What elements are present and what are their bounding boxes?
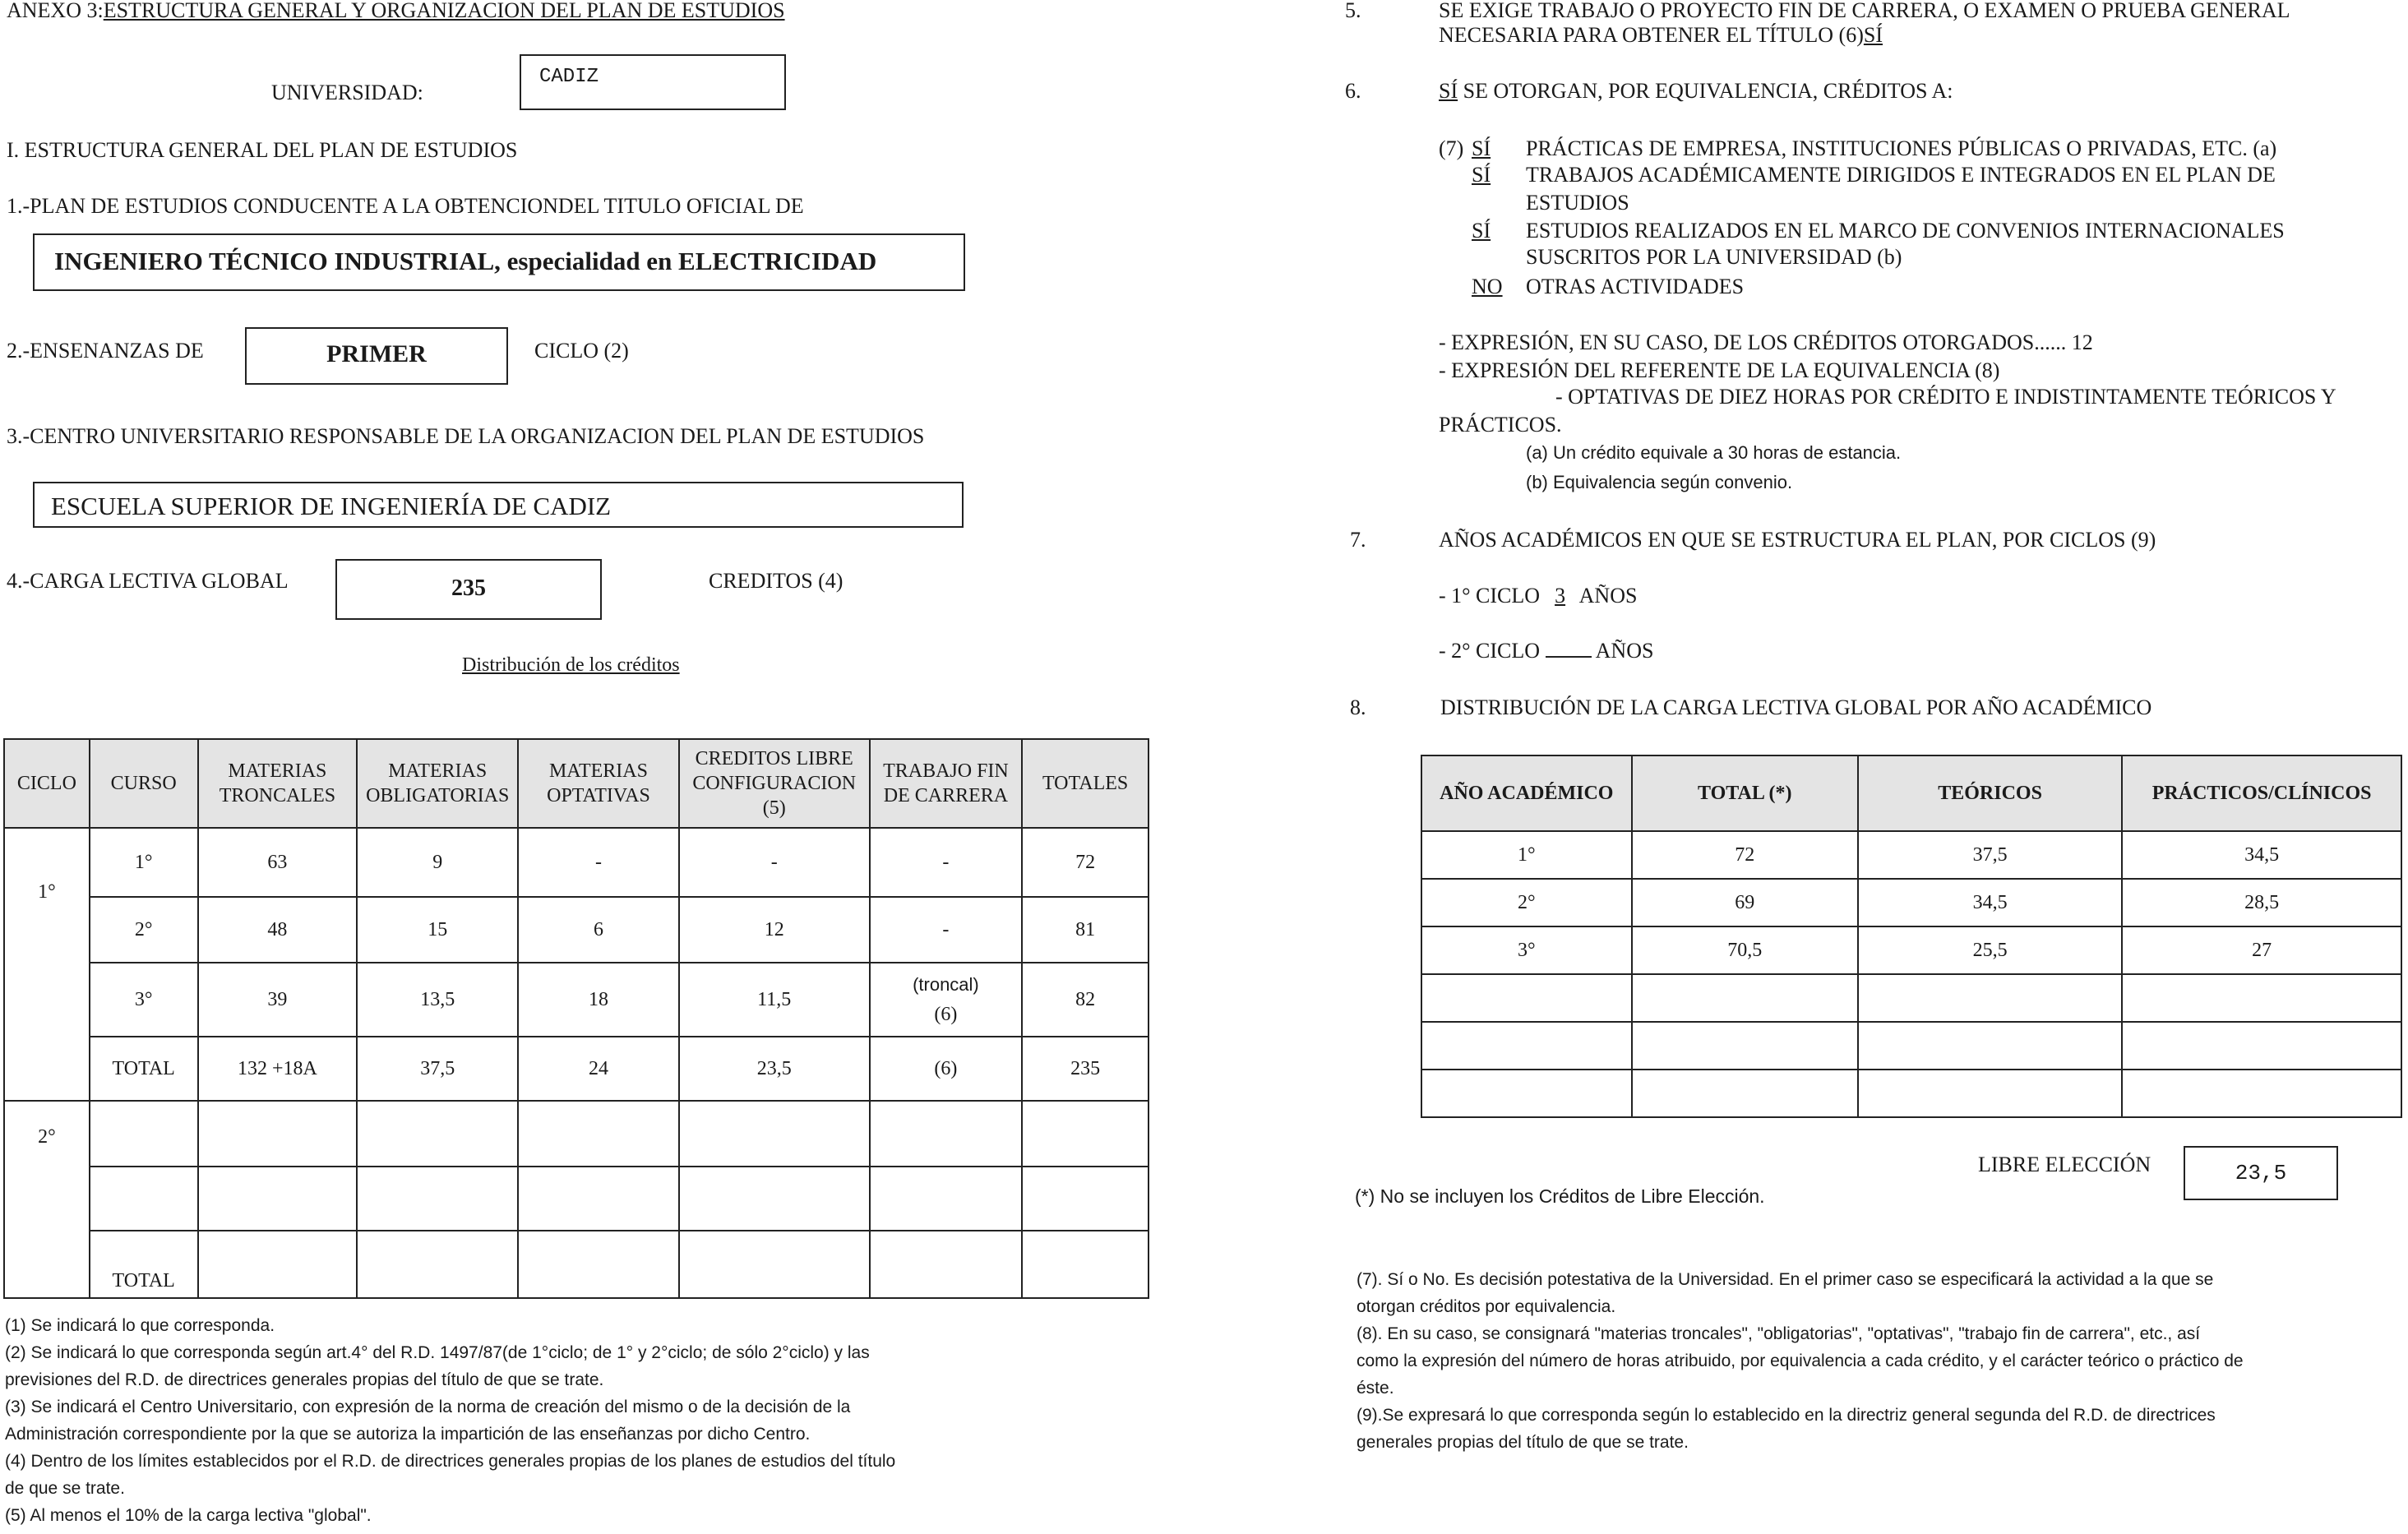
ano-cell: 1° [1421, 831, 1632, 879]
item-7-text: AÑOS ACADÉMICOS EN QUE SE ESTRUCTURA EL PLAN, POR CICLOS (9) [1439, 528, 2156, 552]
annex-heading [7, 0, 785, 23]
troncales-cell: 132 +18A [198, 1037, 358, 1101]
teoricos-cell: 25,5 [1858, 926, 2122, 974]
header-ano: AÑO ACADÉMICO [1421, 755, 1632, 831]
table-total-row [4, 1037, 1149, 1101]
header-teoricos: TEÓRICOS [1858, 755, 2122, 831]
libre-cell: 12 [679, 897, 870, 963]
curso-cell: TOTAL [90, 1037, 198, 1101]
table-row [4, 1167, 1149, 1231]
equiv-mark: SÍ [1472, 136, 1491, 160]
curso-cell: 3° [90, 963, 198, 1037]
equiv-text: PRÁCTICAS DE EMPRESA, INSTITUCIONES PÚBLICAS O PRIVADAS, ETC. (a) [1526, 136, 2277, 160]
footnote-line: como la expresión del número de horas atribuido, por equivalencia a cada crédito, y el carácter teórico o práctico de [1357, 1351, 2244, 1370]
total-cell: 70,5 [1632, 926, 1858, 974]
item-2-label: 2.-ENSENANZAS DE [7, 339, 204, 363]
total-cell: 72 [1632, 831, 1858, 879]
footnote-line: (2) Se indicará lo que corresponda según art.4° del R.D. 1497/87(de 1°ciclo; de 1° y 2°ciclo; de sólo 2°ciclo) y las [5, 1343, 870, 1362]
ciclo-1-years [1439, 584, 1637, 608]
annex-prefix: ANEXO 3: [7, 0, 104, 22]
university-field [520, 54, 786, 110]
item-3-label: 3.-CENTRO UNIVERSITARIO RESPONSABLE DE LA ORGANIZACION DEL PLAN DE ESTUDIOS [7, 424, 925, 448]
item-2-suffix: CICLO (2) [534, 339, 629, 363]
curso-cell: 1° [90, 828, 198, 897]
item-6-line [1439, 79, 1953, 104]
libre-cell: 23,5 [679, 1037, 870, 1101]
title-field [33, 233, 965, 291]
equiv-text: TRABAJOS ACADÉMICAMENTE DIRIGIDOS E INTEGRADOS EN EL PLAN DE [1526, 163, 2276, 187]
ciclo-2-cell: 2° [4, 1101, 90, 1298]
item-5-text: NECESARIA PARA OBTENER EL TÍTULO (6) [1439, 23, 1864, 47]
equiv-text: OTRAS ACTIVIDADES [1526, 275, 1745, 298]
troncales-cell: 48 [198, 897, 358, 963]
totales-cell: 235 [1022, 1037, 1149, 1101]
footnote-line: de que se trate. [5, 1479, 125, 1498]
obligatorias-cell: 13,5 [357, 963, 518, 1037]
footnote-line: (9).Se expresará lo que corresponda según lo establecido en la directriz general segunda del R.D. de directrices [1357, 1406, 2216, 1425]
trabajo-value: (6) [934, 1003, 958, 1025]
troncales-cell: 39 [198, 963, 358, 1037]
ciclo-1-prefix: - 1° CICLO [1439, 584, 1541, 608]
ciclo-1-cell: 1° [4, 828, 90, 1101]
footnote-line: otorgan créditos por equivalencia. [1357, 1297, 1616, 1316]
obligatorias-cell: 15 [357, 897, 518, 963]
footnote-line: previsiones del R.D. de directrices generales propias del título de que se trate. [5, 1370, 604, 1389]
header-troncales: MATERIAS TRONCALES [198, 739, 358, 828]
table-row [1421, 926, 2401, 974]
item-6-answer: SÍ [1439, 79, 1458, 103]
ciclo-field [245, 327, 508, 385]
item-5-line-1: SE EXIGE TRABAJO O PROYECTO FIN DE CARRERA, O EXAMEN O PRUEBA GENERAL [1439, 0, 2290, 22]
note-a: (a) Un crédito equivale a 30 horas de estancia. [1526, 442, 1902, 463]
ciclo-value: PRIMER [326, 340, 427, 367]
footnote-line: (5) Al menos el 10% de la carga lectiva "global". [5, 1506, 372, 1525]
header-curso: CURSO [90, 739, 198, 828]
expression-practicos: PRÁCTICOS. [1439, 413, 1562, 437]
header-libre: CREDITOS LIBRE CONFIGURACION (5) [679, 739, 870, 828]
item-8-text: DISTRIBUCIÓN DE LA CARGA LECTIVA GLOBAL POR AÑO ACADÉMICO [1440, 695, 2152, 719]
libre-cell: 11,5 [679, 963, 870, 1037]
item-6-number: 6. [1345, 79, 1361, 103]
total-cell: 69 [1632, 879, 1858, 926]
expression-reference: - EXPRESIÓN DEL REFERENTE DE LA EQUIVALENCIA (8) [1439, 358, 2000, 382]
distribution-caption: Distribución de los créditos [462, 654, 680, 676]
practicos-cell: 27 [2122, 926, 2401, 974]
equiv-mark: SÍ [1472, 219, 1491, 243]
footnote-line: generales propias del título de que se trate. [1357, 1433, 1689, 1452]
header-obligatorias: MATERIAS OBLIGATORIAS [357, 739, 518, 828]
footnote-line: éste. [1357, 1379, 1394, 1398]
header-optativas: MATERIAS OPTATIVAS [518, 739, 679, 828]
trabajo-note: (troncal) [913, 973, 979, 995]
footnote-line: (8). En su caso, se consignará "materias troncales", "obligatorias", "optativas", "trabajo fin de carrera", etc., así [1357, 1324, 2201, 1343]
carga-value: 235 [451, 575, 486, 601]
table-header-row [1421, 755, 2401, 831]
totales-cell: 82 [1022, 963, 1149, 1037]
centro-value: ESCUELA SUPERIOR DE INGENIERÍA DE CADIZ [51, 492, 612, 520]
ciclo-2-years [1439, 638, 1653, 663]
equiv-mark: SÍ [1472, 163, 1491, 187]
ano-cell: 3° [1421, 926, 1632, 974]
totales-cell: 72 [1022, 828, 1149, 897]
header-totales: TOTALES [1022, 739, 1149, 828]
header-practicos: PRÁCTICOS/CLÍNICOS [2122, 755, 2401, 831]
ciclo-2-suffix: AÑOS [1595, 639, 1654, 663]
totales-cell: 81 [1022, 897, 1149, 963]
table-row [1421, 1022, 2401, 1070]
item-1-label: 1.-PLAN DE ESTUDIOS CONDUCENTE A LA OBTENCIONDEL TITULO OFICIAL DE [7, 194, 804, 218]
equiv-prefix: (7) [1439, 136, 1464, 160]
footnote-line: Administración correspondiente por la que se autoriza la impartición de las enseñanzas por dicho Centro. [5, 1425, 811, 1444]
curso-cell: 2° [90, 897, 198, 963]
table-row [1421, 974, 2401, 1022]
title-value: INGENIERO TÉCNICO INDUSTRIAL, especialidad en ELECTRICIDAD [54, 247, 877, 275]
item-5-number: 5. [1345, 0, 1361, 22]
libre-eleccion-value: 23,5 [2235, 1161, 2287, 1185]
optativas-cell: 6 [518, 897, 679, 963]
header-trabajo: TRABAJO FIN DE CARRERA [870, 739, 1023, 828]
practicos-cell: 34,5 [2122, 831, 2401, 879]
item-7-number: 7. [1350, 528, 1366, 552]
trabajo-cell: (6) [870, 1037, 1023, 1101]
equiv-mark: NO [1472, 275, 1503, 298]
table-row [1421, 879, 2401, 926]
item-4-label: 4.-CARGA LECTIVA GLOBAL [7, 569, 289, 593]
troncales-cell: 63 [198, 828, 358, 897]
credits-table [3, 738, 1149, 1299]
university-value: CADIZ [539, 66, 599, 88]
table-header-row [4, 739, 1149, 828]
curso-total-cell: TOTAL [90, 1231, 198, 1298]
item-8-number: 8. [1350, 695, 1366, 719]
carga-field [335, 559, 602, 620]
practicos-cell: 28,5 [2122, 879, 2401, 926]
teoricos-cell: 37,5 [1858, 831, 2122, 879]
footnote-line: (3) Se indicará el Centro Universitario, con expresión de la norma de creación del mismo o de la decisión de la [5, 1398, 851, 1416]
section-1-heading: I. ESTRUCTURA GENERAL DEL PLAN DE ESTUDIOS [7, 138, 518, 162]
footnote-line: (7). Sí o No. Es decisión potestativa de la Universidad. En el primer caso se especificará la actividad a la que se [1357, 1270, 2214, 1289]
optativas-cell: - [518, 828, 679, 897]
optativas-cell: 18 [518, 963, 679, 1037]
obligatorias-cell: 9 [357, 828, 518, 897]
table-row [1421, 1070, 2401, 1117]
ciclo-2-value [1546, 638, 1592, 658]
optativas-cell: 24 [518, 1037, 679, 1101]
item-5-answer: SÍ [1863, 23, 1883, 47]
trabajo-cell [870, 963, 1023, 1037]
ciclo-1-value: 3 [1555, 584, 1566, 608]
obligatorias-cell: 37,5 [357, 1037, 518, 1101]
ciclo-2-prefix: - 2° CICLO [1439, 639, 1541, 663]
footnote-line: (4) Dentro de los límites establecidos por el R.D. de directrices generales propias de los planes de estudios del título [5, 1452, 896, 1471]
libre-cell: - [679, 828, 870, 897]
table-row [4, 897, 1149, 963]
libre-eleccion-label: LIBRE ELECCIÓN [1978, 1153, 2151, 1176]
trabajo-cell: - [870, 828, 1023, 897]
equiv-text: ESTUDIOS REALIZADOS EN EL MARCO DE CONVENIOS INTERNACIONALES [1526, 219, 2285, 243]
asterisk-note: (*) No se incluyen los Créditos de Libre Elección. [1355, 1185, 1765, 1207]
table-row [1421, 831, 2401, 879]
header-ciclo: CICLO [4, 739, 90, 828]
equiv-text-cont: SUSCRITOS POR LA UNIVERSIDAD (b) [1526, 245, 1902, 269]
header-total: TOTAL (*) [1632, 755, 1858, 831]
university-label: UNIVERSIDAD: [271, 81, 423, 104]
teoricos-cell: 34,5 [1858, 879, 2122, 926]
item-4-suffix: CREDITOS (4) [709, 569, 843, 593]
expression-optativas: - OPTATIVAS DE DIEZ HORAS POR CRÉDITO E INDISTINTAMENTE TEÓRICOS Y [1555, 385, 2336, 409]
libre-eleccion-field [2184, 1146, 2338, 1200]
ano-cell: 2° [1421, 879, 1632, 926]
table-row [4, 1101, 1149, 1167]
centro-field [33, 482, 964, 528]
equiv-text-cont: ESTUDIOS [1526, 191, 1629, 215]
note-b: (b) Equivalencia según convenio. [1526, 472, 1793, 492]
ciclo-1-suffix: AÑOS [1578, 584, 1638, 608]
table-total-row [4, 1231, 1149, 1298]
footnote-line: (1) Se indicará lo que corresponda. [5, 1316, 275, 1335]
table-row [4, 963, 1149, 1037]
expression-credits: - EXPRESIÓN, EN SU CASO, DE LOS CRÉDITOS OTORGADOS...... 12 [1439, 330, 2093, 354]
item-5-line-2 [1439, 23, 1883, 48]
annex-title: ESTRUCTURA GENERAL Y ORGANIZACION DEL PLAN DE ESTUDIOS [103, 0, 785, 22]
year-distribution-table [1421, 755, 2402, 1118]
trabajo-cell: - [870, 897, 1023, 963]
item-6-text: SE OTORGAN, POR EQUIVALENCIA, CRÉDITOS A: [1463, 79, 1953, 103]
table-row [4, 828, 1149, 897]
